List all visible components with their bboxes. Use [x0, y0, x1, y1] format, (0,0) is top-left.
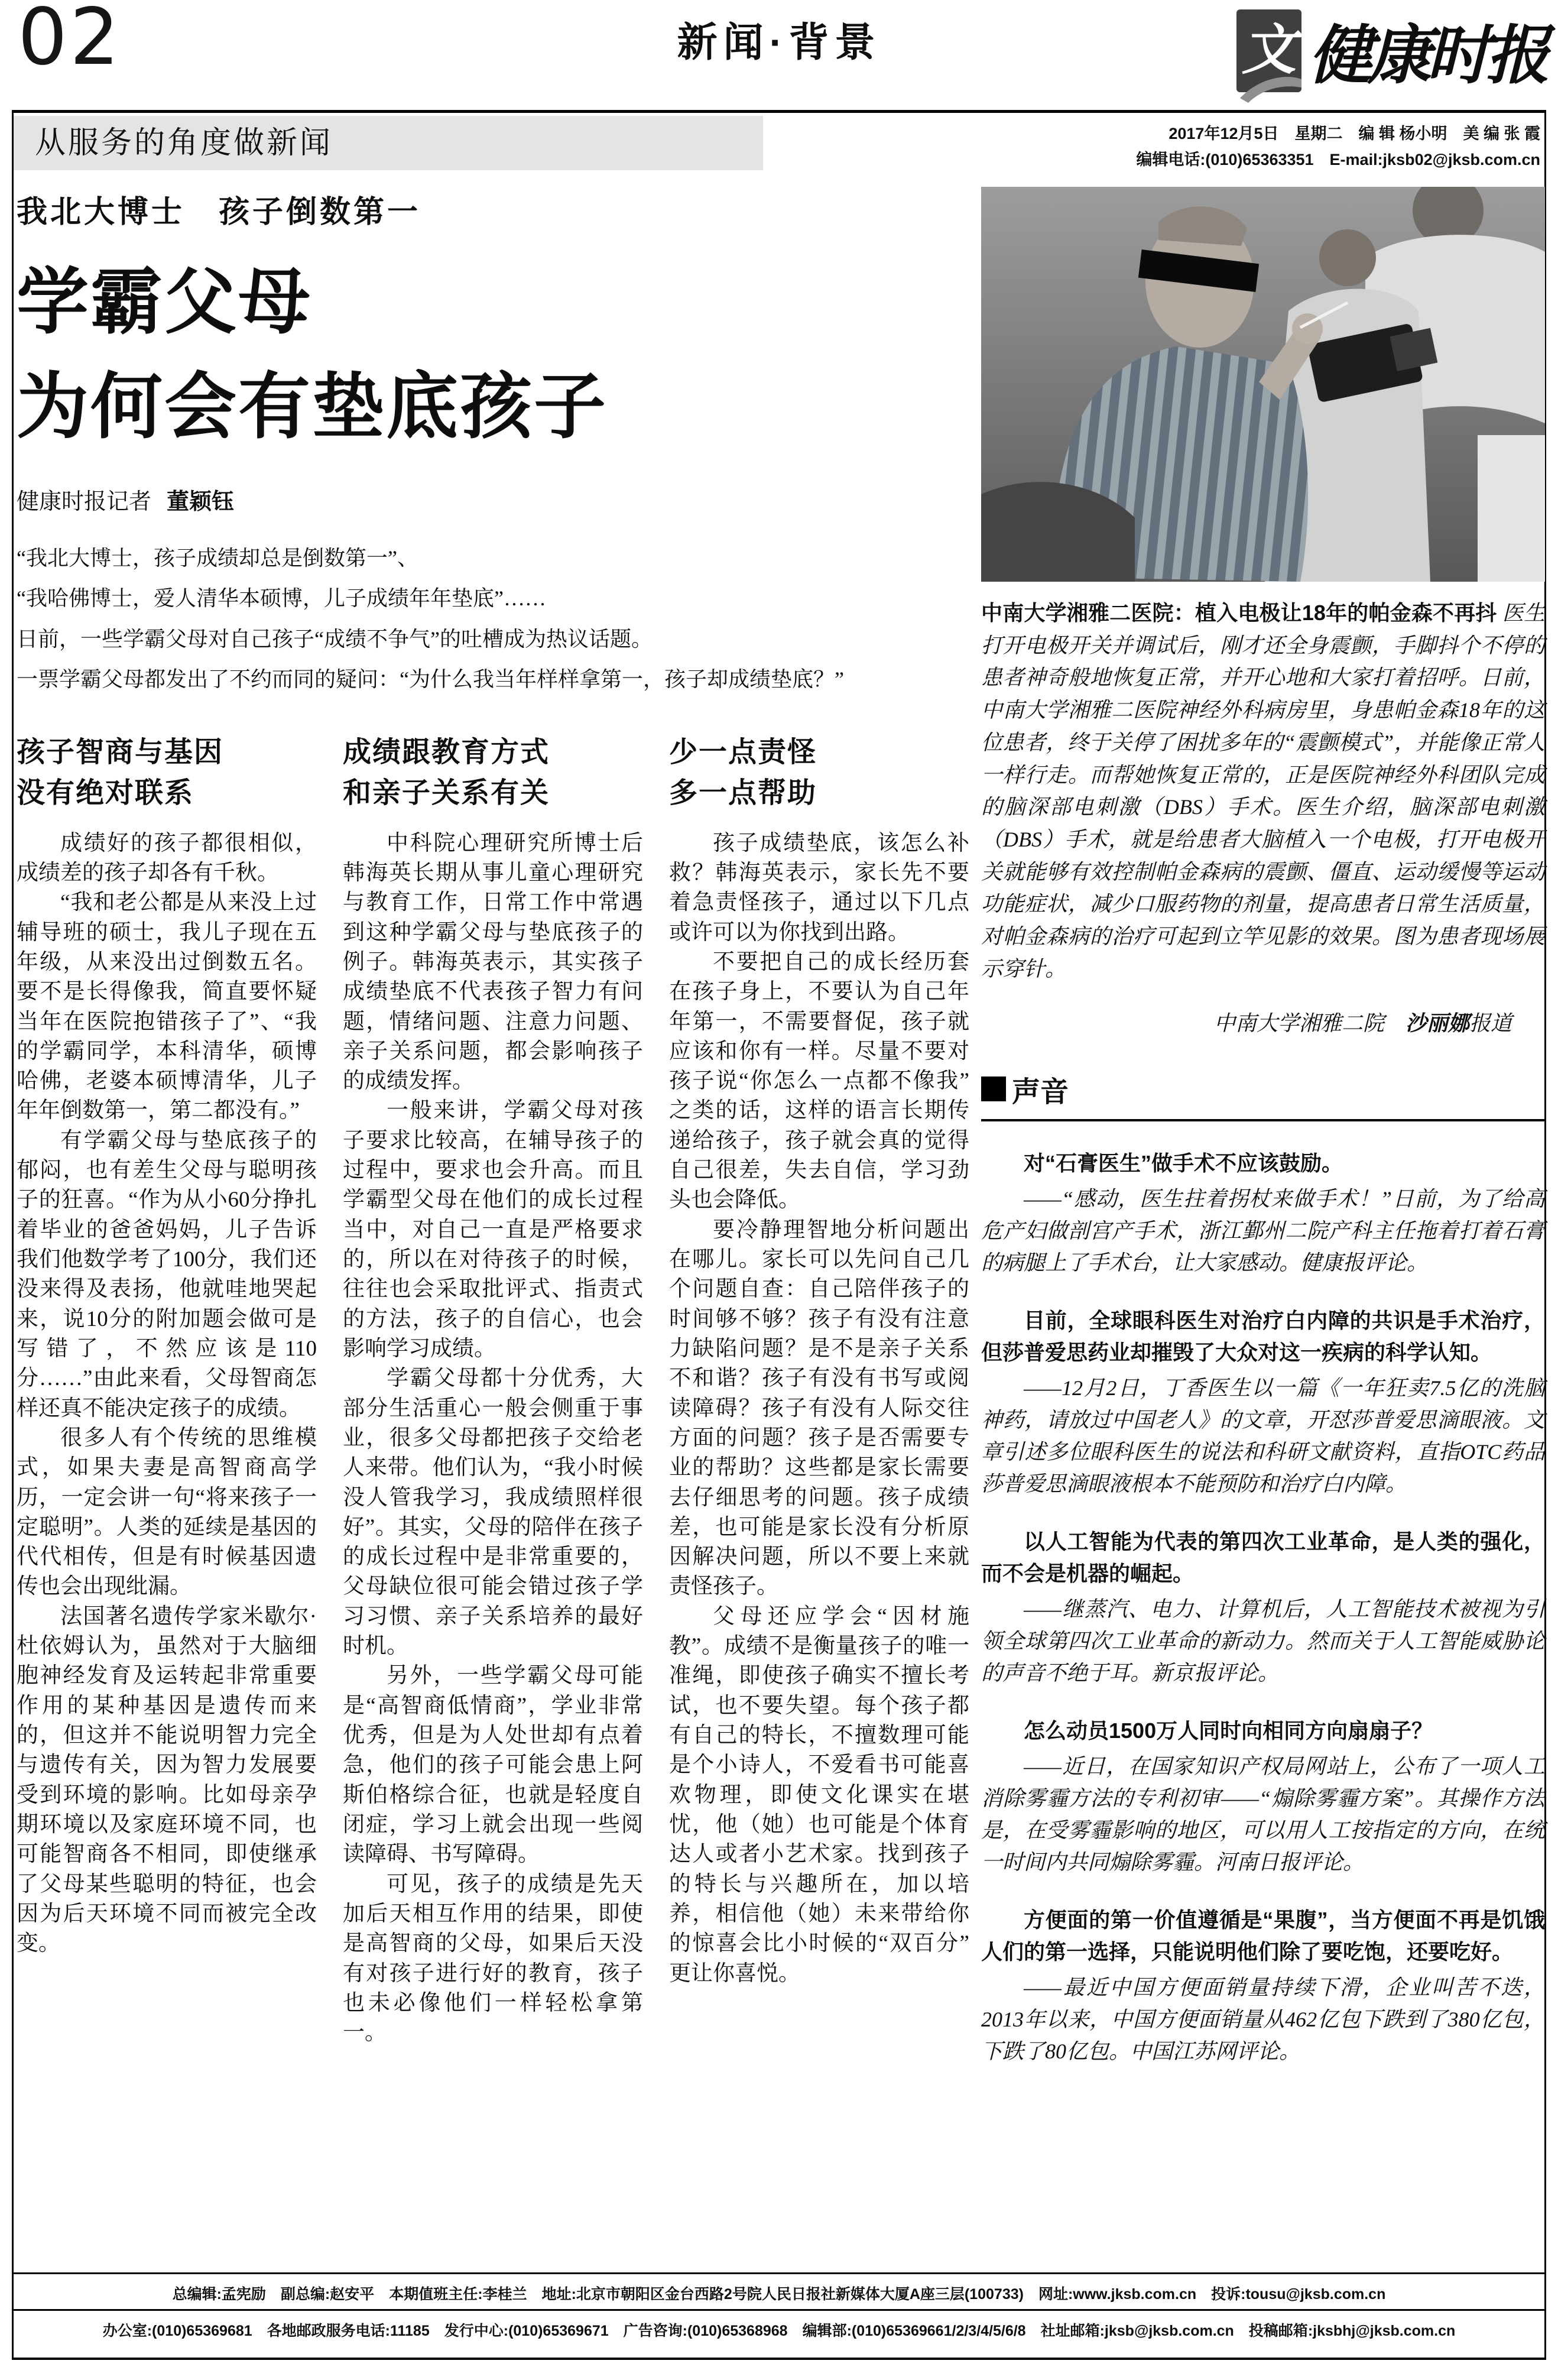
main-article [17, 187, 969, 2048]
masthead-title: 健康时报 [1308, 18, 1545, 93]
masthead [1235, 9, 1545, 103]
voice-item [981, 1715, 1545, 1878]
voices-header [981, 1069, 1545, 1121]
column-heading-line: 和亲子关系有关 [343, 777, 550, 809]
column-heading-line: 少一点责怪 [669, 737, 817, 769]
masthead-logo-icon [1235, 9, 1303, 103]
header-rule [12, 110, 1546, 113]
credit-org: 中南大学湘雅二院 [1213, 1011, 1384, 1035]
voice-lead: 方便面的第一价值遵循是“果腹”，当方便面不再是饥饿人们的第一选择，只能说明他们除了要吃饱，还要吃好。 [981, 1907, 1545, 1964]
section-square-icon [981, 1076, 1006, 1101]
voice-item [981, 1904, 1545, 2067]
headline-line-2: 为何会有垫底孩子 [17, 367, 608, 448]
footer-rule [12, 2309, 1546, 2311]
voice-body: ——近日，在国家知识产权局网站上，公布了一项人工消除雾霾方法的专利初审——“煽除雾霾方案”。其操作方法是，在受雾霾影响的地区，可以用人工按指定的方向，在统一时间内共同煽除雾霾。河南日报评论。 [981, 1754, 1545, 1874]
column-heading-line: 孩子智商与基因 [17, 737, 224, 769]
voice-lead: 目前，全球眼科医生对治疗白内障的共识是手术治疗，但莎普爱思药业却摧毁了大众对这一疾病的科学认知。 [981, 1308, 1545, 1364]
article-intro [17, 538, 969, 700]
body-paragraph: 可见，孩子的成绩是先天加后天相互作用的结果，即使是高智商的父母，如果后天没有对孩子进行好的教育，孩子也未必像他们一样轻松拿第一。 [343, 1872, 643, 2045]
byline [17, 483, 969, 515]
dateline-block [1136, 121, 1540, 173]
contact-line: 编辑电话:(010)65363351 E-mail:jksb02@jksb.com.cn [1136, 151, 1540, 168]
intro-line: “我哈佛博士，爱人清华本硕博，儿子成绩年年垫底”…… [17, 586, 546, 611]
article-column-3 [669, 732, 969, 2048]
logo-glyph: 文 [1241, 18, 1296, 82]
footer-masthead-line: 总编辑:孟宪励 副总编:赵安平 本期值班主任:李桂兰 地址:北京市朝阳区金台西路2号院人民日报社新媒体大厦A座三层(100733) 网址:www.jksb.com.cn 投诉:tousu@jksb.com.cn [172, 2286, 1386, 2303]
body-paragraph: 学霸父母都十分优秀，大部分生活重心一般会侧重于事业，很多父母都把孩子交给老人来带。他们认为，“我小时候没人管我学习，我成绩照样很好”。其实，父母的陪伴在孩子的成长过程中是非常重要的，父母缺位很可能会错过孩子学习习惯、亲子关系培养的最好时机。 [343, 1366, 643, 1659]
voices-title: 声音 [1012, 1076, 1069, 1108]
body-paragraph: 成绩好的孩子都很相似，成绩差的孩子却各有千秋。 [17, 831, 317, 885]
column-heading [17, 732, 317, 813]
voice-lead: 对“石膏医生”做手术不应该鼓励。 [1024, 1150, 1343, 1175]
body-paragraph: “我和老公都是从来没上过辅导班的硕士，我儿子现在五年级，从来没出过倒数五名。要不是长得像我，简直要怀疑当年在医院抱错孩子了”、“我的学霸同学，本科清华，硕博哈佛，老婆本硕博清华，儿子年年倒数第一，第二都没有。” [17, 890, 317, 1123]
voice-item [981, 1147, 1545, 1279]
date-line: 2017年12月5日 星期二 编 辑 杨小明 美 编 张 霞 [1168, 125, 1540, 142]
voice-body: ——最近中国方便面销量持续下滑，企业叫苦不迭，2013年以来，中国方便面销量从462亿包下跌到了380亿包，下跌了80亿包。中国江苏网评论。 [981, 1975, 1545, 2063]
hospital-photo [981, 187, 1545, 582]
credit-name: 沙丽娜 [1405, 1011, 1469, 1035]
footer-contact-line: 办公室:(010)65369681 各地邮政服务电话:11185 发行中心:(010)65369671 广告咨询:(010)65368968 编辑部:(010)65369661/2/3/4/5/6/8 社址邮箱:jksb@jksb.com.cn 投稿邮箱:jksbhj@jksb.com.cn [102, 2323, 1456, 2339]
byline-label: 健康时报记者 [17, 489, 152, 514]
body-paragraph: 有学霸父母与垫底孩子的郁闷，也有差生父母与聪明孩子的狂喜。“作为从小60分挣扎着毕业的爸爸妈妈，儿子告诉我们他数学考了100分，我们还没来得及表扬，他就哇地哭起来，说10分的附加题会做可是写错了，不然应该是110分……”由此来看，父母智商怎样还真不能决定孩子的成绩。 [17, 1128, 317, 1421]
body-paragraph: 不要把自己的成长经历套在孩子身上，不要认为自己年年第一，不需要督促，孩子就应该和你有一样。尽量不要对孩子说“你怎么一点都不像我”之类的话，这样的语言长期传递给孩子，孩子就会真的觉得自己很差，失去自信，学习劲头也会降低。 [669, 949, 969, 1212]
column-heading-line: 没有绝对联系 [17, 777, 194, 809]
article-headline [17, 251, 969, 461]
photo-caption [981, 597, 1545, 985]
body-paragraph: 另外，一些学霸父母可能是“高智商低情商”，学业非常优秀，但是为人处世却有点着急，他们的孩子可能会患上阿斯伯格综合征，也就是轻度自闭症，学习上就会出现一些阅读障碍、书写障碍。 [343, 1664, 643, 1867]
voice-body: ——继蒸汽、电力、计算机后，人工智能技术被视为引领全球第四次工业革命的新动力。然而关于人工智能威胁论的声音不绝于耳。新京报评论。 [981, 1597, 1545, 1685]
right-column [981, 187, 1545, 2067]
column-heading [669, 732, 969, 813]
column-heading-line: 多一点帮助 [669, 777, 817, 809]
column-heading-line: 成绩跟教育方式 [343, 737, 550, 769]
page-frame-bottom [12, 2358, 1546, 2360]
body-paragraph: 一般来讲，学霸父母对孩子要求比较高，在辅导孩子的过程中，要求也会升高。而且学霸型父母在他们的成长过程当中，对自己一直是严格要求的，所以在对待孩子的时候，往往也会采取批评式、指责式的方法，孩子的自信心，也会影响学习成绩。 [343, 1098, 643, 1361]
body-paragraph: 父母还应学会“因材施教”。成绩不是衡量孩子的唯一准绳，即使孩子确实不擅长考试，也不要失望。每个孩子都有自己的特长，不擅数理可能是个小诗人，不爱看书可能喜欢物理，即使文化课实在堪忧，他（她）也可能是个体育达人或者小艺术家。找到孩子的特长与兴趣所在，加以培养，相信他（她）未来带给你的惊喜会比小时候的“双百分”更让你喜悦。 [669, 1604, 969, 1986]
article-column-1 [17, 732, 317, 2048]
body-paragraph: 法国著名遗传学家米歇尔·杜依姆认为，虽然对于大脑细胞神经发育及运转起非常重要作用的某种基因是遗传而来的，但这并不能说明智力完全与遗传有关，因为智力发展要受到环境的影响。比如母亲孕期环境以及家庭环境不同，也可能智商各不相同，即使继承了父母某些聪明的特征，也会因为后天环境不同而被完全改变。 [17, 1604, 317, 1956]
voices-section [981, 1069, 1545, 2067]
section-title: 新闻·背景 [677, 20, 881, 65]
footer-rule [12, 2272, 1546, 2274]
intro-line: “我北大博士，孩子成绩却总是倒数第一”、 [17, 546, 418, 570]
voice-lead: 怎么动员1500万人同时向相同方向扇扇子？ [1024, 1718, 1433, 1743]
voice-body: ——“感动，医生拄着拐杖来做手术！”日前，为了给高危产妇做剖宫产手术，浙江鄞州二院产科主任拖着打着石膏的病腿上了手术台，让大家感动。健康报评论。 [981, 1186, 1545, 1275]
byline-name: 董颖钰 [167, 489, 235, 514]
caption-body: 医生打开电极开关并调试后，刚才还全身震颤，手脚抖个不停的患者神奇般地恢复正常，并开心地和大家打着招呼。日前，中南大学湘雅二医院神经外科病房里，身患帕金森18年的这位患者，终于关停了困扰多年的“震颤模式”，并能像正常人一样行走。而帮她恢复正常的，正是医院神经外科团队完成的脑深部电刺激（DBS）手术。医生介绍，脑深部电刺激（DBS）手术，就是给患者大脑植入一个电极，打开电极开关就能够有效控制帕金森病的震颤、僵直、运动缓慢等运动功能症状，减少口服药物的剂量，提高患者日常生活质量，对帕金森病的治疗可起到立竿见影的效果。图为患者现场展示穿针。 [981, 601, 1546, 981]
headline-line-1: 学霸父母 [17, 263, 312, 343]
column-heading [343, 732, 643, 813]
caption-lead: 中南大学湘雅二医院：植入电极让18年的帕金森不再抖 [981, 601, 1497, 625]
photo-credit [981, 1007, 1545, 1037]
intro-line: 一票学霸父母都发出了不约而同的疑问：“为什么我当年样样拿第一，孩子却成绩垫底？” [17, 667, 844, 691]
body-paragraph: 中科院心理研究所博士后韩海英长期从事儿童心理研究与教育工作，日常工作中常遇到这种学霸父母与垫底孩子的例子。韩海英表示，其实孩子成绩垫底不代表孩子智力有问题，情绪问题、注意力问题、亲子关系问题，都会影响孩子的成绩发挥。 [343, 831, 643, 1094]
article-kicker: 我北大博士 孩子倒数第一 [17, 195, 421, 229]
article-column-2 [343, 732, 643, 2048]
intro-line: 日前，一些学霸父母对自己孩子“成绩不争气”的吐槽成为热议话题。 [17, 627, 653, 651]
body-paragraph: 孩子成绩垫底，该怎么补救？韩海英表示，家长先不要着急责怪孩子，通过以下几点或许可以为你找到出路。 [669, 831, 969, 945]
tagline-strip: 从服务的角度做新闻 [14, 116, 763, 170]
voice-item [981, 1305, 1545, 1500]
body-paragraph: 很多人有个传统的思维模式，如果夫妻是高智商高学历，一定会讲一句“将来孩子一定聪明”。人类的延续是基因的代代相传，但是有时候基因遗传也会出现纰漏。 [17, 1425, 317, 1599]
voice-lead: 以人工智能为代表的第四次工业革命，是人类的强化，而不会是机器的崛起。 [981, 1529, 1545, 1585]
voice-body: ——12月2日，丁香医生以一篇《一年狂卖7.5亿的洗脑神药，请放过中国老人》的文章，开怼莎普爱思滴眼液。文章引述多位眼科医生的说法和科研文献资料，直指OTC药品莎普爱思滴眼液根本不能预防和治疗白内障。 [981, 1376, 1545, 1496]
article-columns [17, 732, 969, 2048]
body-paragraph: 要冷静理智地分析问题出在哪儿。家长可以先问自己几个问题自查：自己陪伴孩子的时间够不够？孩子有没有注意力缺陷问题？是不是亲子关系不和谐？孩子有没有书写或阅读障碍？孩子有没有人际交往方面的问题？孩子是否需要专业的帮助？这些都是家长需要去仔细思考的问题。孩子成绩差，也可能是家长没有分析原因解决问题，所以不要上来就责怪孩子。 [669, 1217, 969, 1599]
voice-item [981, 1526, 1545, 1689]
page-frame-left [12, 110, 14, 2360]
page-number: 02 [18, 0, 122, 83]
credit-suffix: 报道 [1469, 1011, 1512, 1035]
